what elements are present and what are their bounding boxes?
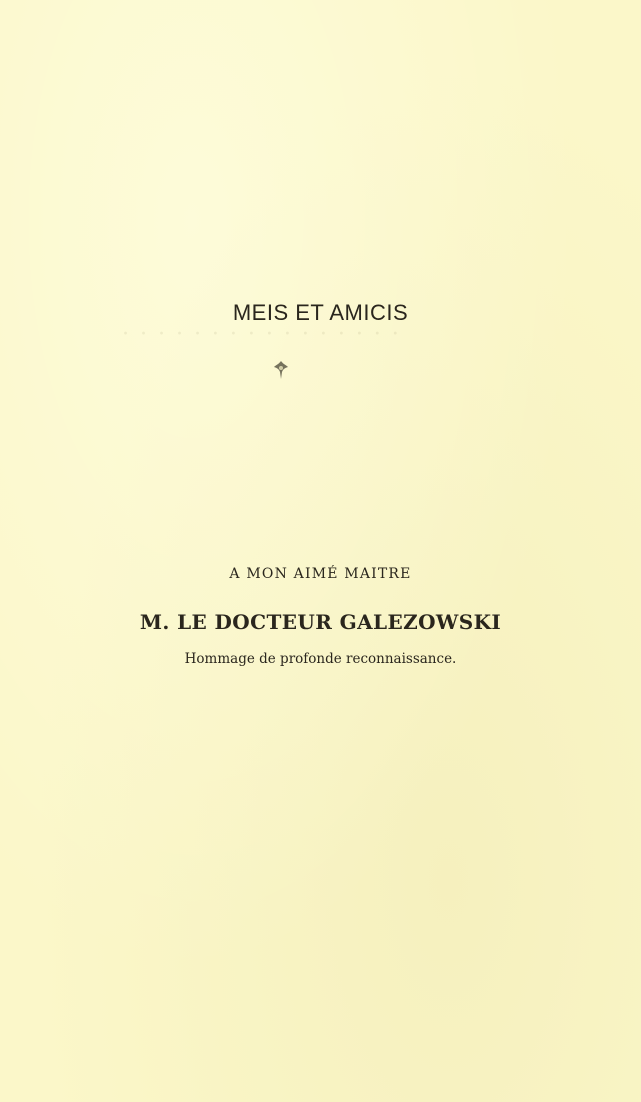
- motto: MEIS ET AMICIS: [232, 300, 409, 325]
- dedication-to-line: A MON AIMÉ MAITRE: [229, 566, 412, 582]
- homage-line: Hommage de profonde reconnaissance.: [184, 651, 457, 667]
- dedicatee-name: M. LE DOCTEUR GALEZOWSKI: [139, 610, 502, 634]
- bleed-through-texture: · · · · · · · · · · · · · · · ·: [120, 322, 399, 347]
- printers-ornament-icon: [272, 360, 290, 380]
